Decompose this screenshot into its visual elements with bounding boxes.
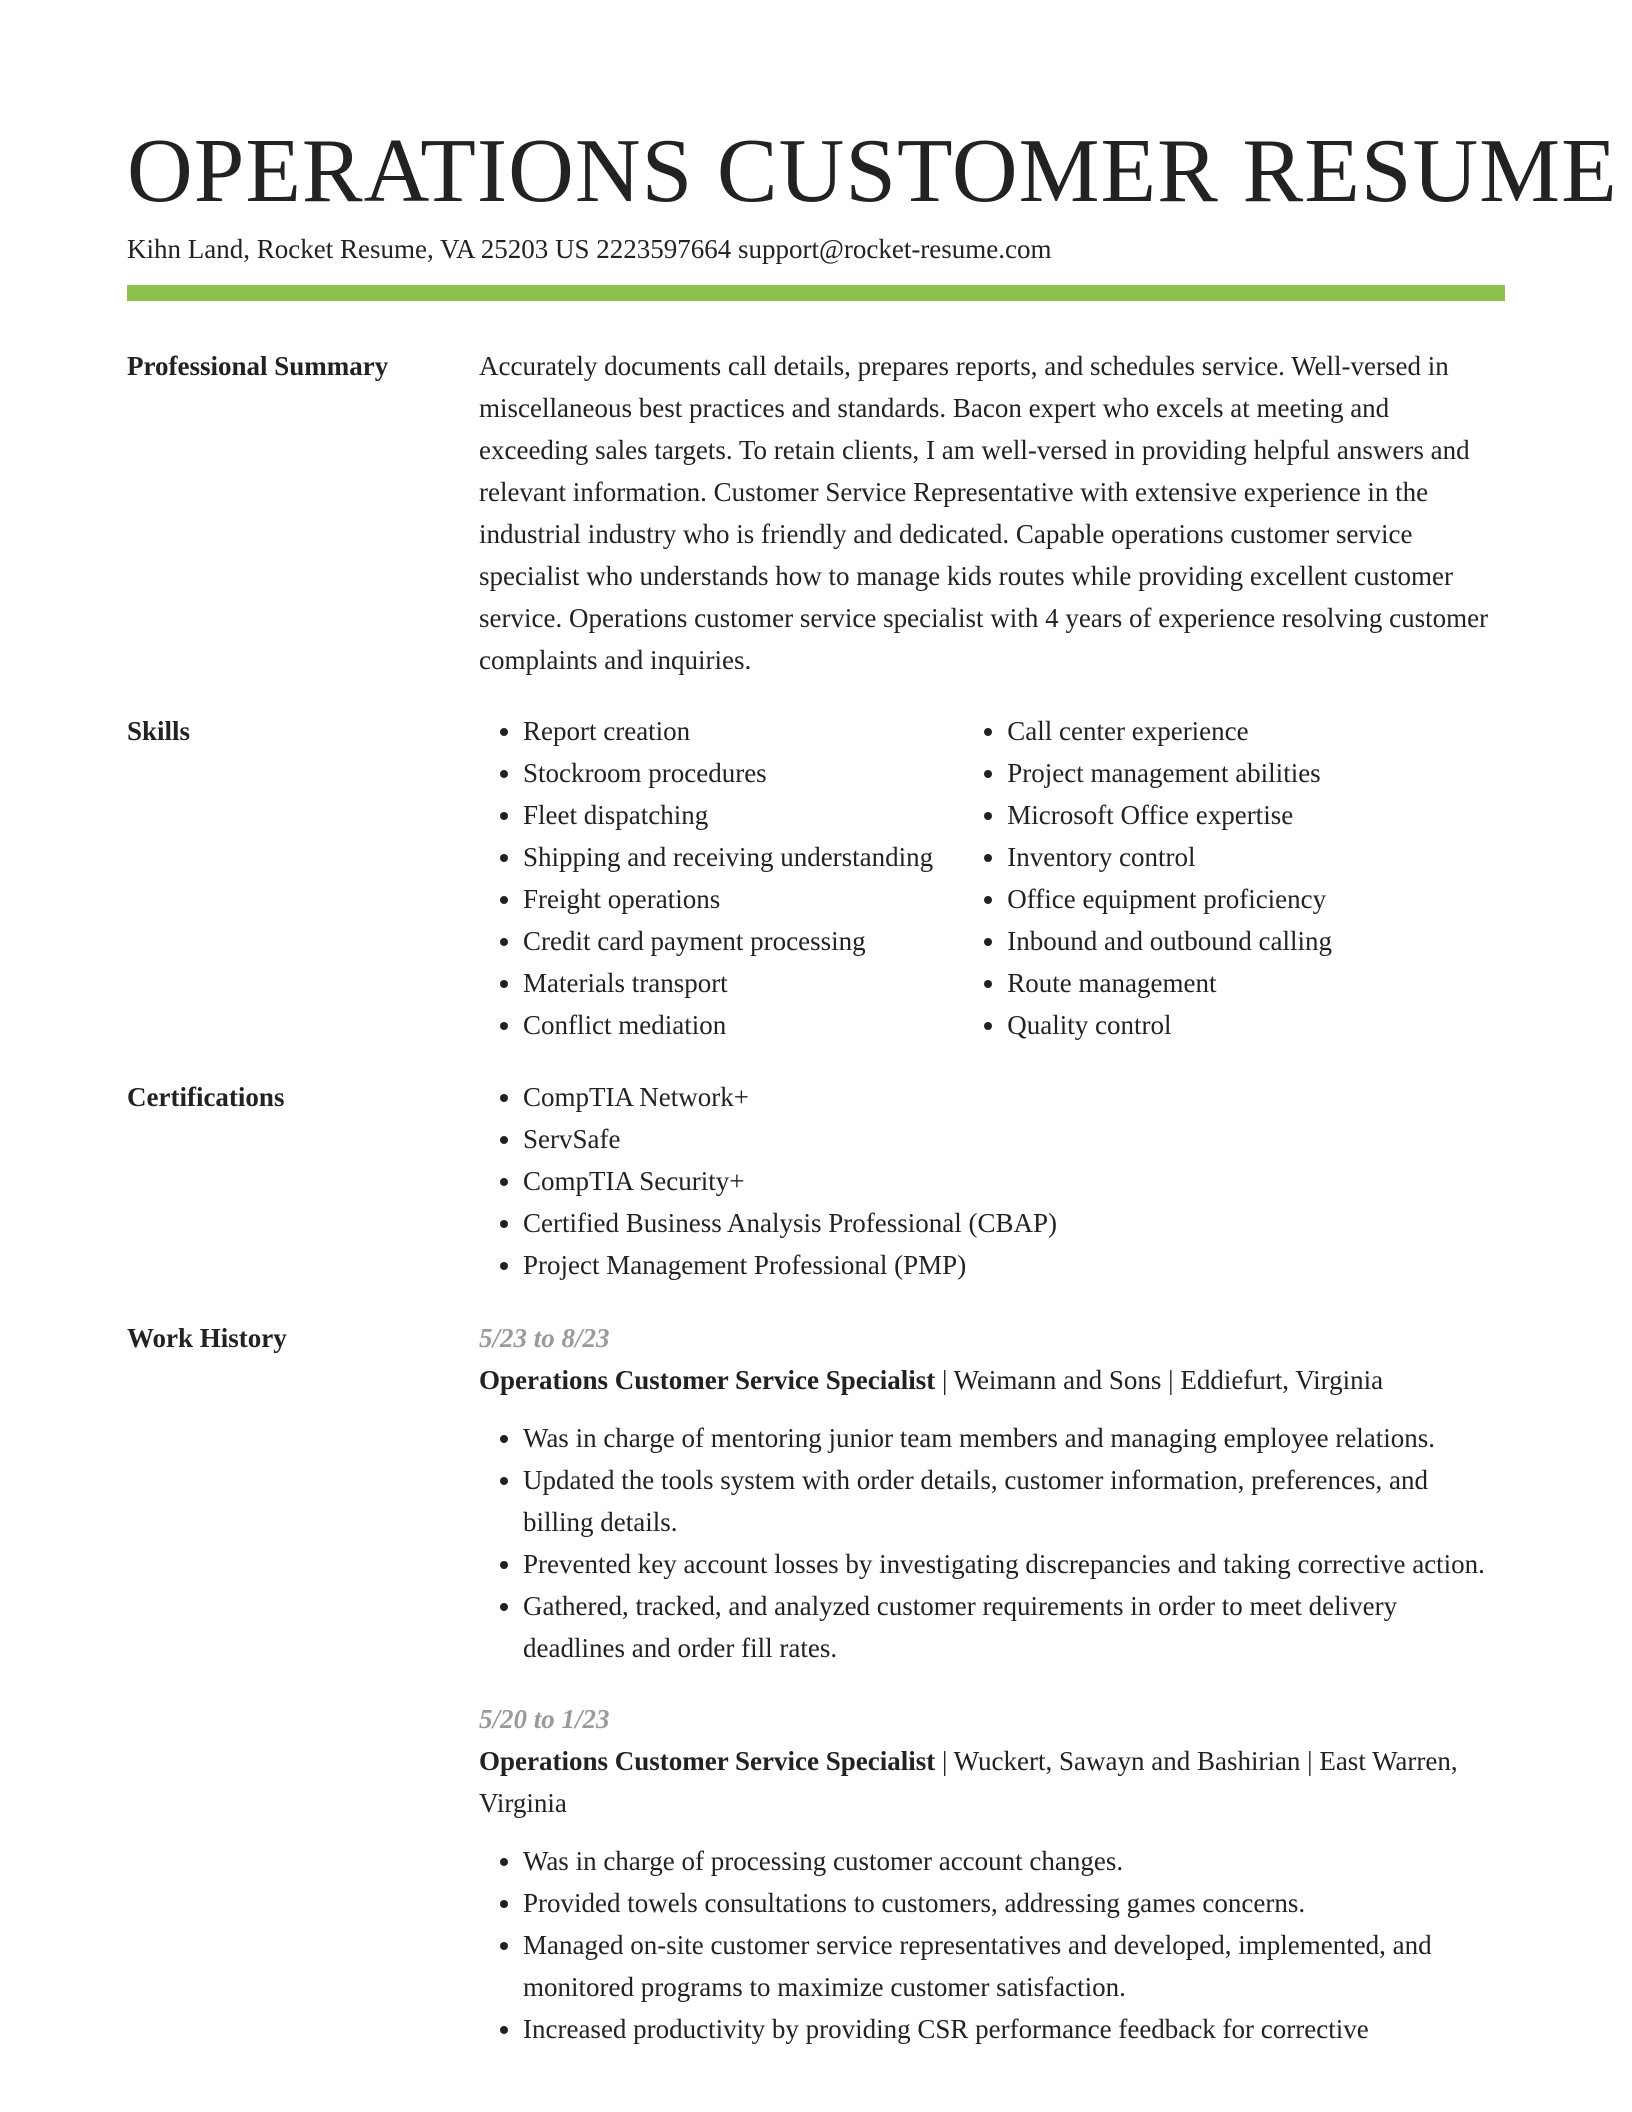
summary-text: Accurately documents call details, prepares reports, and schedules service. Well-versed in miscellaneous best practices and standards. Bacon expert who excels at meeting and exceeding sales targets. To retain clients, I am well-versed in providing helpful answers and relevant information. Customer Service Representative with extensive experience in the industrial industry who is friendly and dedicated. Capable operations customer service specialist who understands how to manage kids routes while providing excellent customer service. Operations customer service specialist with 4 years of experience resolving customer complaints and inquiries.: [479, 351, 1489, 675]
skill-item: • Microsoft Office expertise: [1007, 794, 1505, 836]
skill-item: • Stockroom procedures: [523, 752, 963, 794]
resume-title: OPERATIONS CUSTOMER RESUME: [127, 120, 1618, 221]
skill-item: • Materials transport: [523, 962, 963, 1004]
job-header: [479, 1359, 1505, 1401]
skills-heading: Skills: [127, 716, 191, 746]
job-dates: 5/20 to 1/23: [479, 1704, 610, 1734]
header-divider: [127, 285, 1505, 301]
job-company-location: | Wuckert, Sawayn and Bashirian | East Warren, Virginia: [479, 1746, 1458, 1818]
skill-item: • Project management abilities: [1007, 752, 1505, 794]
job-bullet: • Gathered, tracked, and analyzed customer requirements in order to meet delivery deadlines and order fill rates.: [523, 1585, 1505, 1669]
skill-item: • Route management: [1007, 962, 1505, 1004]
skills-section: [127, 710, 1505, 1050]
certification-item: • Certified Business Analysis Professional (CBAP): [523, 1202, 1505, 1244]
skill-item: • Inventory control: [1007, 836, 1505, 878]
skill-item: • Freight operations: [523, 878, 963, 920]
certification-item: • ServSafe: [523, 1118, 1505, 1160]
certifications-heading: Certifications: [127, 1082, 285, 1112]
skills-list-left: [479, 710, 963, 1046]
job-title: Operations Customer Service Specialist: [479, 1365, 936, 1395]
job-title: Operations Customer Service Specialist: [479, 1746, 936, 1776]
skill-item: • Shipping and receiving understanding: [523, 836, 963, 878]
work-history-heading: Work History: [127, 1323, 287, 1353]
job-dates: 5/23 to 8/23: [479, 1323, 610, 1353]
job-entry: [479, 1698, 1505, 2050]
skill-item: • Fleet dispatching: [523, 794, 963, 836]
job-bullets: [479, 1417, 1505, 1669]
certification-item: • CompTIA Network+: [523, 1076, 1505, 1118]
job-company-location: | Weimann and Sons | Eddiefurt, Virginia: [935, 1365, 1384, 1395]
job-bullet: • Increased productivity by providing CSR performance feedback for corrective: [523, 2008, 1505, 2050]
skill-item: • Conflict mediation: [523, 1004, 963, 1046]
skill-item: • Quality control: [1007, 1004, 1505, 1046]
job-bullets: [479, 1840, 1505, 2050]
skill-item: • Call center experience: [1007, 710, 1505, 752]
certifications-section: [127, 1076, 1505, 1296]
skill-item: • Report creation: [523, 710, 963, 752]
job-bullet: • Was in charge of mentoring junior team members and managing employee relations.: [523, 1417, 1505, 1459]
job-header: [479, 1740, 1505, 1824]
skill-item: • Office equipment proficiency: [1007, 878, 1505, 920]
job-bullet: • Provided towels consultations to customers, addressing games concerns.: [523, 1882, 1505, 1924]
skill-item: • Inbound and outbound calling: [1007, 920, 1505, 962]
summary-section: [127, 345, 1505, 685]
job-entry: [479, 1317, 1505, 1669]
job-bullet: • Prevented key account losses by investigating discrepancies and taking corrective action.: [523, 1543, 1505, 1585]
certification-item: • CompTIA Security+: [523, 1160, 1505, 1202]
summary-heading: Professional Summary: [127, 351, 389, 381]
contact-line: Kihn Land, Rocket Resume, VA 25203 US 2223597664 support@rocket-resume.com: [127, 234, 1052, 264]
certifications-list: [479, 1076, 1505, 1286]
certification-item: • Project Management Professional (PMP): [523, 1244, 1505, 1286]
skill-item: • Credit card payment processing: [523, 920, 963, 962]
work-history-section: [127, 1317, 1505, 2112]
skills-list-right: [963, 710, 1505, 1046]
resume-header: [127, 118, 1618, 266]
job-bullet: • Was in charge of processing customer account changes.: [523, 1840, 1505, 1882]
job-bullet: • Updated the tools system with order details, customer information, preferences, and billing details.: [523, 1459, 1505, 1543]
job-bullet: • Managed on-site customer service representatives and developed, implemented, and monitored programs to maximize customer satisfaction.: [523, 1924, 1505, 2008]
